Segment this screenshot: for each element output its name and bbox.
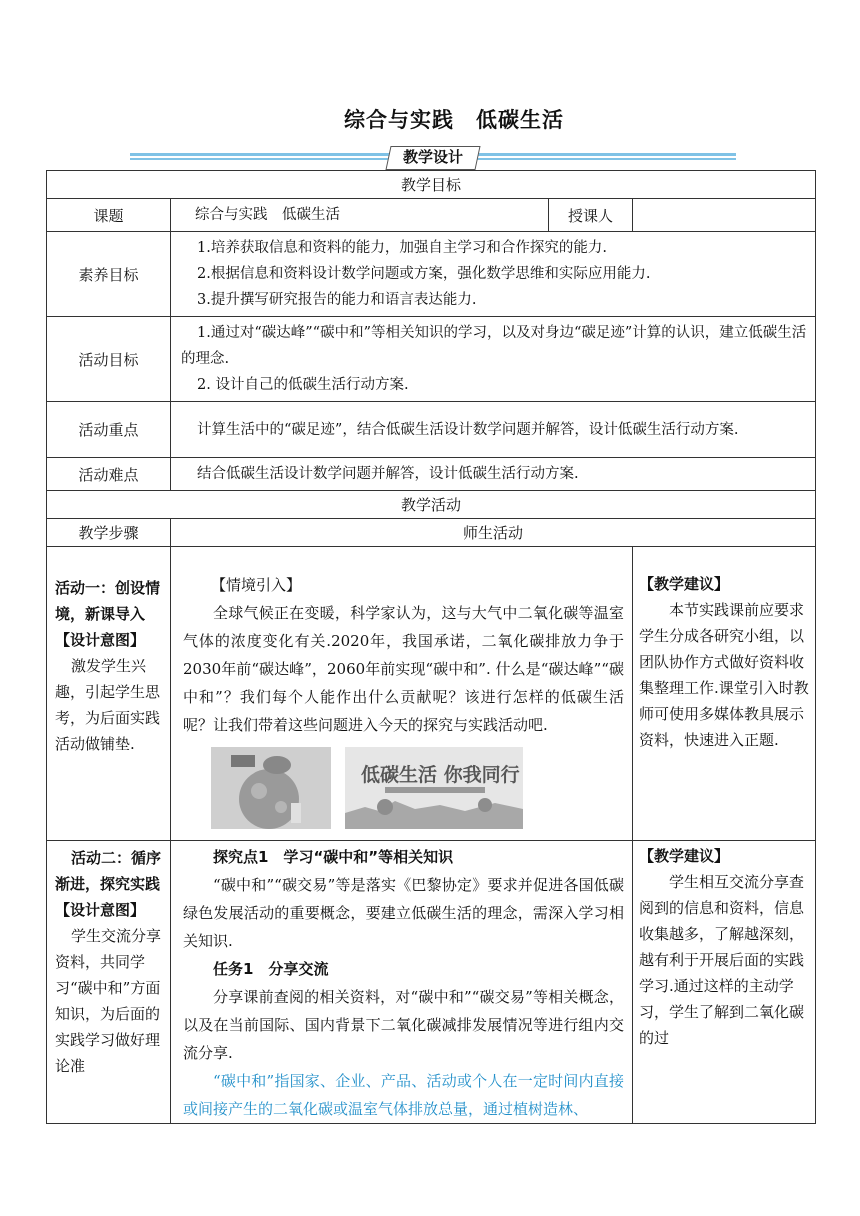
activity-goal-label: 活动目标 — [47, 317, 171, 402]
page-title: 综合与实践 低碳生活 — [344, 108, 564, 132]
task-heading: 任务1 分享交流 — [213, 960, 329, 978]
design-intent-text: 激发学生兴趣，引起学生思考，为后面实践活动做铺垫. — [55, 657, 161, 753]
activity2-title: 活动二：循序渐进，探究实践 — [55, 849, 162, 893]
design-intent-label: 【设计意图】 — [55, 631, 146, 649]
activity-goal-item: 2. 设计自己的低碳生活行动方案. — [197, 377, 409, 393]
literacy-item: 3.提升撰写研究报告的能力和语言表达能力. — [197, 292, 477, 308]
activity1-content — [171, 547, 633, 841]
steps-header: 教学步骤 — [47, 519, 171, 547]
activity2-content — [171, 841, 633, 1124]
activity-goals — [171, 317, 816, 402]
activity-header: 师生活动 — [171, 519, 816, 547]
literacy-goals — [171, 232, 816, 317]
banner — [130, 146, 736, 168]
topic-label: 课题 — [47, 199, 171, 232]
activity2-step — [47, 841, 171, 1124]
activity-goal-item: 1.通过对“碳达峰”“碳中和”等相关知识的学习，以及对身边“碳足迹”计算的认识，建立低碳生活的理念. — [181, 325, 807, 367]
literacy-item: 1.培养获取信息和资料的能力，加强自主学习和合作探究的能力. — [197, 240, 607, 256]
banner-label: 教学设计 — [402, 148, 463, 166]
key-point-text: 计算生活中的“碳足迹”，结合低碳生活设计数学问题并解答，设计低碳生活行动方案. — [197, 421, 739, 438]
task-text: 分享课前查阅的相关资料，对“碳中和”“碳交易”等相关概念，以及在当前国际、国内背景下二氧化碳减排发展情况等进行组内交流分享. — [183, 988, 624, 1062]
scenario-heading: 【情境引入】 — [211, 576, 302, 594]
svg-text:低碳生活 你我同行: 低碳生活 你我同行 — [361, 764, 520, 786]
literacy-item: 2.根据信息和资料设计数学问题或方案，强化数学思维和实际应用能力. — [197, 266, 651, 282]
topic-value: 综合与实践 低碳生活 — [171, 199, 549, 232]
section-header: 教学目标 — [47, 171, 816, 199]
suggestion-text: 学生相互交流分享查阅到的信息和资料，信息收集越多，了解越深刻，越有利于开展后面的实践学习.通过这样的主动学习，学生了解到二氧化碳的过 — [639, 873, 805, 1047]
design-intent-label: 【设计意图】 — [55, 901, 146, 919]
activity1-title: 活动一：创设情境，新课导入 — [55, 579, 161, 623]
lesson-table — [46, 170, 816, 1124]
section-header: 教学活动 — [47, 491, 816, 519]
key-point-label: 活动重点 — [47, 402, 171, 458]
design-intent-text: 学生交流分享资料，共同学习“碳中和”方面知识，为后面的实践学习做好理论准 — [55, 927, 162, 1075]
teacher-label: 授课人 — [549, 199, 633, 232]
low-carbon-poster-image — [345, 747, 523, 829]
activity1-step — [47, 547, 171, 841]
suggestion-label: 【教学建议】 — [639, 847, 730, 865]
activity2-suggestion — [633, 841, 816, 1124]
earth-cartoon-image — [211, 747, 331, 829]
carbon-neutral-definition: “碳中和”指国家、企业、产品、活动或个人在一定时间内直接或间接产生的二氧化碳或温室气体排放总量，通过植树造林、 — [183, 1072, 624, 1118]
scenario-text: 全球气候正在变暖，科学家认为，这与大气中二氧化碳等温室气体的浓度变化有关.2020年，我国承诺，二氧化碳排放力争于2030年前“碳达峰”，2060年前实现“碳中和”. 什么是“碳达峰”“碳中和”？我们每个人能作出什么贡献呢？该进行怎样的低碳生活呢？让我们带着这些问题进入今天的探究与实践活动吧. — [183, 604, 624, 734]
difficulty-label: 活动难点 — [47, 458, 171, 491]
suggestion-label: 【教学建议】 — [639, 575, 730, 593]
explore-heading: 探究点1 学习“碳中和”等相关知识 — [213, 848, 454, 866]
teacher-value — [633, 199, 816, 232]
image-row — [183, 747, 624, 829]
difficulty-text: 结合低碳生活设计数学问题并解答，设计低碳生活行动方案. — [197, 466, 579, 482]
suggestion-text: 本节实践课前应要求学生分成各研究小组，以团队协作方式做好资料收集整理工作.课堂引入时教师可使用多媒体教具展示资料，快速进入正题. — [639, 601, 809, 749]
explore-text: “碳中和”“碳交易”等是落实《巴黎协定》要求并促进各国低碳绿色发展活动的重要概念，要建立低碳生活的理念，需深入学习相关知识. — [183, 876, 624, 950]
activity1-suggestion — [633, 547, 816, 841]
literacy-label: 素养目标 — [47, 232, 171, 317]
